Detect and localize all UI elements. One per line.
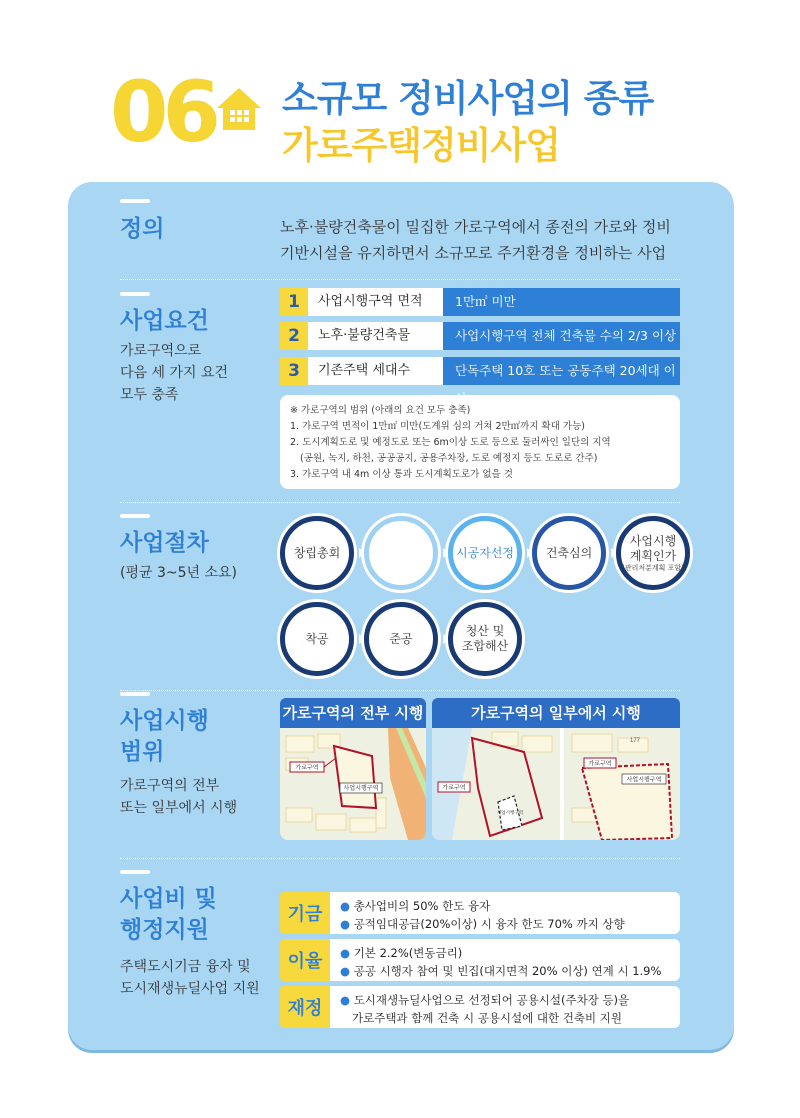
content-card xyxy=(68,182,734,1050)
map-label: 가로구역 xyxy=(588,761,612,768)
requirements-heading: 사업요건 xyxy=(120,308,209,334)
step-circle xyxy=(364,602,438,676)
requirement-label: 사업시행구역 면적 xyxy=(308,288,443,316)
step-label: 창립총회 xyxy=(293,545,341,560)
funding-key: 재정 xyxy=(280,986,330,1028)
funding-line xyxy=(340,991,670,1009)
funding-key: 이율 xyxy=(280,939,330,981)
funding-line-text: 총사업비의 50% 한도 융자 xyxy=(353,899,491,913)
section-dash xyxy=(120,692,150,696)
map-label: 사업시행구역 xyxy=(626,777,662,784)
scope-heading xyxy=(120,706,209,768)
step-label: 사업시행 계획인가 xyxy=(629,533,677,563)
funding-section xyxy=(68,860,734,1050)
definition-line-2: 기반시설을 유지하면서 소규모로 주거환경을 정비하는 사업 xyxy=(280,244,667,262)
map-label: 사업시행구역 xyxy=(343,786,379,792)
requirements-sub-line: 모두 충족 xyxy=(120,387,179,403)
requirements-sub-line: 다음 세 가지 요건 xyxy=(120,365,229,381)
step-label: 청산 및 조합해산 xyxy=(461,624,509,653)
note-line: 2. 도시계획도로 및 예정도로 또는 6m이상 도로 등으로 둘러싸인 일단의 지역 xyxy=(290,437,611,448)
note-line: 1. 가로구역 면적이 1만㎡ 미만(도계위 심의 거쳐 2만㎡까지 확대 가능) xyxy=(290,421,585,432)
scope-sub xyxy=(120,775,237,819)
requirement-label: 노후·불량건축물 xyxy=(308,322,443,350)
divider xyxy=(120,279,680,280)
map-label: 가로구역 xyxy=(295,765,319,772)
scope-sub-line: 가로구역의 전부 xyxy=(120,778,220,794)
requirement-number: 2 xyxy=(280,322,308,350)
map-label: 가로구역 xyxy=(442,785,466,792)
definition-heading: 정의 xyxy=(120,216,165,242)
funding-heading xyxy=(120,884,217,946)
requirement-value: 사업시행구역 전체 건축물 수의 2/3 이상 xyxy=(443,322,680,350)
funding-line-text: 가로주택과 함께 건축 시 공용시설에 대한 건축비 지원 xyxy=(352,1011,622,1025)
scope-section xyxy=(68,692,734,860)
procedure-heading: 사업절차 xyxy=(120,530,209,556)
step-circle xyxy=(280,602,354,676)
note-line: ※ 가로구역의 범위 (아래의 요건 모두 충족) xyxy=(290,405,471,416)
map-left-title: 가로구역의 전부 시행 xyxy=(280,698,426,728)
funding-sub-line: 도시재생뉴딜사업 지원 xyxy=(120,981,260,997)
step-label: 조합설립인가 xyxy=(369,546,433,560)
map-right xyxy=(432,728,680,840)
funding-line xyxy=(340,915,670,933)
requirement-value: 단독주택 10호 또는 공동주택 20세대 이 xyxy=(443,357,680,385)
house-icon xyxy=(215,86,263,132)
site-map-image xyxy=(280,728,426,840)
funding-sub-line: 주택도시기금 융자 및 xyxy=(120,959,251,975)
map-left xyxy=(280,728,426,840)
page-subtitle: 가로주택정비사업 xyxy=(282,124,560,167)
divider xyxy=(120,690,680,691)
divider xyxy=(120,502,680,503)
funding-line-text: 공적임대공급(20%이상) 시 융자 한도 70% 까지 상향 xyxy=(353,917,625,931)
definition-section xyxy=(68,182,734,282)
step-circle xyxy=(448,602,522,676)
definition-text xyxy=(280,214,671,266)
requirement-value: 1만㎡ 미만 xyxy=(443,288,680,316)
bullet-icon: ● xyxy=(340,993,351,1007)
step-circle xyxy=(280,516,354,590)
step-circle xyxy=(532,516,606,590)
funding-row xyxy=(280,892,680,934)
procedure-sub: (평균 3~5년 소요) xyxy=(120,565,237,581)
section-dash xyxy=(120,199,150,203)
page-title: 소규모 정비사업의 종류 xyxy=(282,77,654,120)
funding-line-text: 기본 2.2%(변동금리) xyxy=(353,946,463,960)
requirement-row xyxy=(280,322,680,350)
requirements-sub-line: 가로구역으로 xyxy=(120,343,202,359)
procedure-section xyxy=(68,504,734,692)
funding-detail xyxy=(330,939,680,981)
bullet-icon: ● xyxy=(340,964,351,978)
funding-heading-line: 행정지원 xyxy=(120,917,209,943)
step-label: 착공 xyxy=(305,631,329,646)
funding-line xyxy=(340,897,670,915)
step-circle xyxy=(364,516,438,590)
section-dash xyxy=(120,292,150,296)
funding-line xyxy=(340,962,670,980)
map-label: 사업시행구역 xyxy=(496,810,524,815)
divider xyxy=(120,858,680,859)
step-circle xyxy=(616,516,690,590)
funding-line-text: 공공 시행자 참여 및 빈집(대지면적 20% 이상) 연계 시 1.9% xyxy=(353,964,662,978)
requirement-number: 3 xyxy=(280,357,308,385)
bullet-icon: ● xyxy=(340,946,351,960)
requirement-number: 1 xyxy=(280,288,308,316)
section-number: 06 xyxy=(110,63,215,161)
section-dash xyxy=(120,514,150,518)
bullet-icon: ● xyxy=(340,917,351,931)
funding-heading-line: 사업비 및 xyxy=(120,886,217,912)
requirement-row xyxy=(280,288,680,316)
step-circle xyxy=(448,516,522,590)
requirement-label: 기존주택 세대수 xyxy=(308,357,443,385)
funding-key: 기금 xyxy=(280,892,330,934)
scope-heading-line: 범위 xyxy=(120,739,165,765)
scope-heading-line: 사업시행 xyxy=(120,708,209,734)
step-label: 준공 xyxy=(389,631,413,646)
requirements-sub xyxy=(120,340,228,406)
funding-detail xyxy=(330,986,680,1028)
requirement-row xyxy=(280,357,680,385)
scope-sub-line: 또는 일부에서 시행 xyxy=(120,800,238,816)
requirements-note xyxy=(280,395,680,489)
funding-row xyxy=(280,986,680,1028)
funding-detail xyxy=(330,892,680,934)
funding-line xyxy=(340,1009,670,1027)
step-label: 시공자선정 xyxy=(456,545,514,560)
bullet-icon: ● xyxy=(340,899,351,913)
section-dash xyxy=(120,870,150,874)
funding-line xyxy=(340,944,670,962)
map-label: 177 xyxy=(630,738,641,744)
funding-row xyxy=(280,939,680,981)
step-label: 건축심의 xyxy=(545,545,593,560)
funding-line-text: 도시재생뉴딜사업으로 선정되어 공용시설(주차장 등)을 xyxy=(353,993,630,1007)
funding-sub xyxy=(120,956,260,1000)
note-line: (공원, 녹지, 하천, 공공공지, 공용주차장, 도로 예정지 등도 도로로 간주) xyxy=(300,453,598,464)
site-map-image xyxy=(432,728,680,840)
definition-line-1: 노후·불량건축물이 밀집한 가로구역에서 종전의 가로와 정비 xyxy=(280,218,671,236)
note-line: 3. 가로구역 내 4m 이상 통과 도시계획도로가 없을 것 xyxy=(290,469,513,480)
step-note: (관리처분계획 포함) xyxy=(622,563,684,572)
map-right-title: 가로구역의 일부에서 시행 xyxy=(432,698,680,728)
